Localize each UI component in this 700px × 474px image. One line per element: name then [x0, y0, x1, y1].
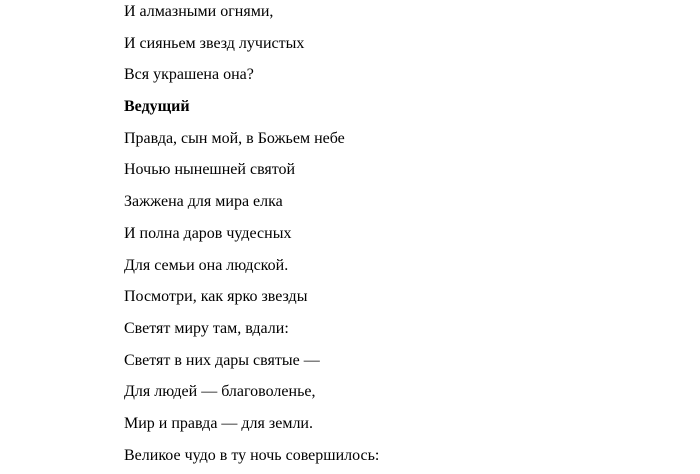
poem-line: Зажжена для мира елка — [124, 193, 283, 211]
poem-line: Мир и правда — для земли. — [124, 414, 313, 432]
poem-line: Для людей — благоволенье, — [124, 383, 316, 401]
poem-line: Для семьи она людской. — [124, 256, 289, 274]
poem-line: Ночью нынешней святой — [124, 161, 296, 179]
poem-line: Вся украшена она? — [124, 66, 254, 84]
document-page — [124, 0, 684, 474]
poem-line: Светят миру там, вдали: — [124, 319, 289, 337]
poem-line: Правда, сын мой, в Божьем небе — [124, 129, 345, 147]
poem-line: Великое чудо в ту ночь совершилось: — [124, 446, 380, 464]
speaker-heading: Ведущий — [124, 98, 190, 116]
poem-line: Светят в них дары святые — — [124, 351, 320, 369]
poem-line: И полна даров чудесных — [124, 224, 292, 242]
poem-line: Посмотри, как ярко звезды — [124, 288, 308, 306]
poem-line: И алмазными огнями, — [124, 3, 274, 20]
poem-line: И сияньем звезд лучистых — [124, 34, 305, 52]
